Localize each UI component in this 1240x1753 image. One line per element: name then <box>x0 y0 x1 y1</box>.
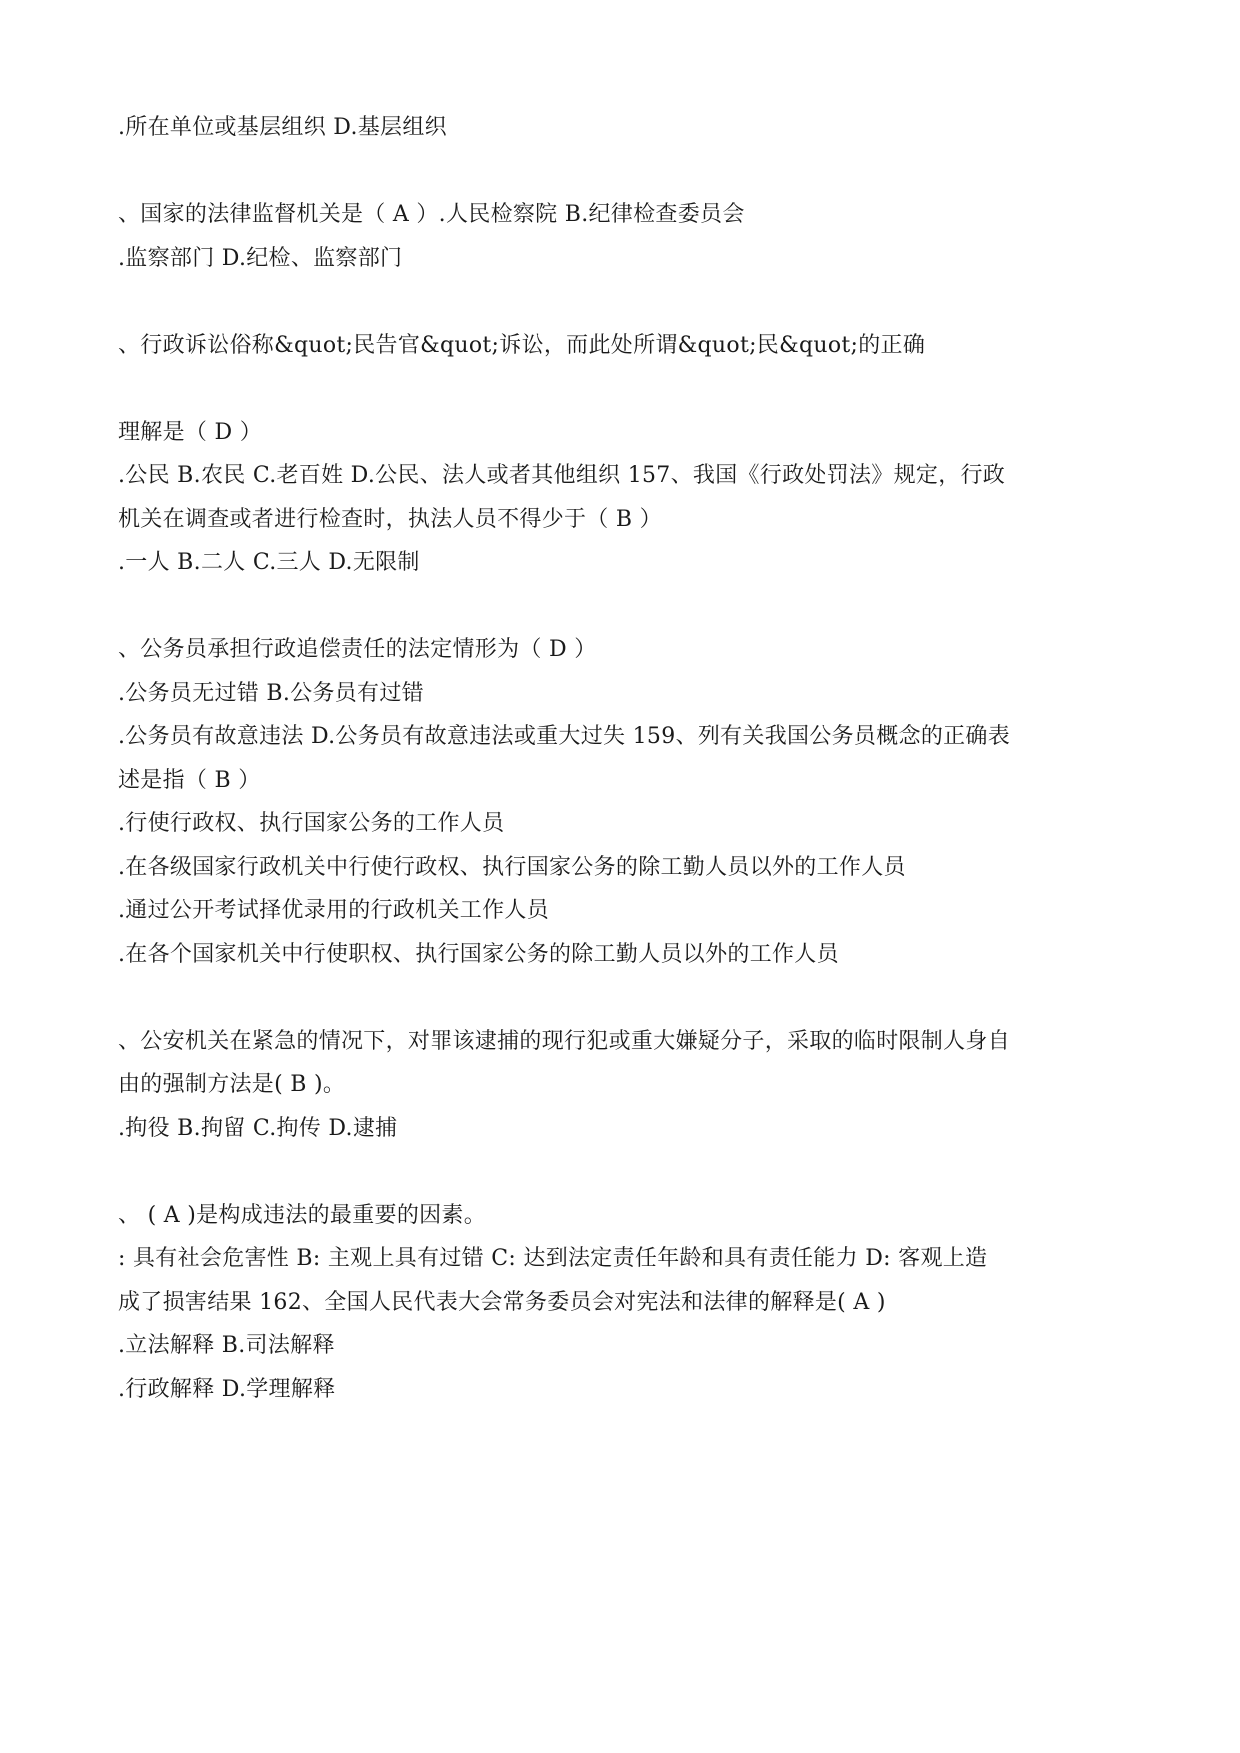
text-line: .监察部门 D.纪检、监察部门 <box>118 246 403 271</box>
text-line: 、行政诉讼俗称&quot;民告官&quot;诉讼，而此处所谓&quot;民&quot;的正确 <box>118 333 926 358</box>
text-line: .在各级国家行政机关中行使行政权、执行国家公务的除工勤人员以外的工作人员 <box>118 855 906 880</box>
text-line: .公务员无过错 B.公务员有过错 <box>118 681 424 706</box>
text-line: 述是指（ B ） <box>118 768 261 793</box>
text-line: .公务员有故意违法 D.公务员有故意违法或重大过失 159、列有关我国公务员概念的正确表 <box>118 724 1011 749</box>
text-line: 由的强制方法是( B )。 <box>118 1072 346 1097</box>
text-line: 成了损害结果 162、全国人民代表大会常务委员会对宪法和法律的解释是( A ) <box>118 1290 886 1315</box>
text-line: : 具有社会危害性 B: 主观上具有过错 C: 达到法定责任年龄和具有责任能力 D: 客观上造 <box>118 1246 988 1271</box>
text-line: .行使行政权、执行国家公务的工作人员 <box>118 811 505 836</box>
text-line: .公民 B.农民 C.老百姓 D.公民、法人或者其他组织 157、我国《行政处罚法》规定，行政 <box>118 463 1006 488</box>
text-line: 、公安机关在紧急的情况下，对罪该逮捕的现行犯或重大嫌疑分子，采取的临时限制人身自 <box>118 1029 1011 1054</box>
text-line: .所在单位或基层组织 D.基层组织 <box>118 115 447 140</box>
text-line: 、公务员承担行政追偿责任的法定情形为（ D ） <box>118 637 597 662</box>
text-line: .一人 B.二人 C.三人 D.无限制 <box>118 550 420 575</box>
text-line: 理解是（ D ） <box>118 420 263 445</box>
text-line: 、 ( A )是构成违法的最重要的因素。 <box>118 1203 487 1228</box>
text-line: .行政解释 D.学理解释 <box>118 1377 336 1402</box>
text-line: 机关在调查或者进行检查时，执法人员不得少于（ B ） <box>118 507 662 532</box>
text-line: 、国家的法律监督机关是（ A ）.人民检察院 B.纪律检查委员会 <box>118 202 745 227</box>
text-line: .拘役 B.拘留 C.拘传 D.逮捕 <box>118 1116 398 1141</box>
text-line: .立法解释 B.司法解释 <box>118 1333 335 1358</box>
text-line: .通过公开考试择优录用的行政机关工作人员 <box>118 898 549 923</box>
text-line: .在各个国家机关中行使职权、执行国家公务的除工勤人员以外的工作人员 <box>118 942 839 967</box>
